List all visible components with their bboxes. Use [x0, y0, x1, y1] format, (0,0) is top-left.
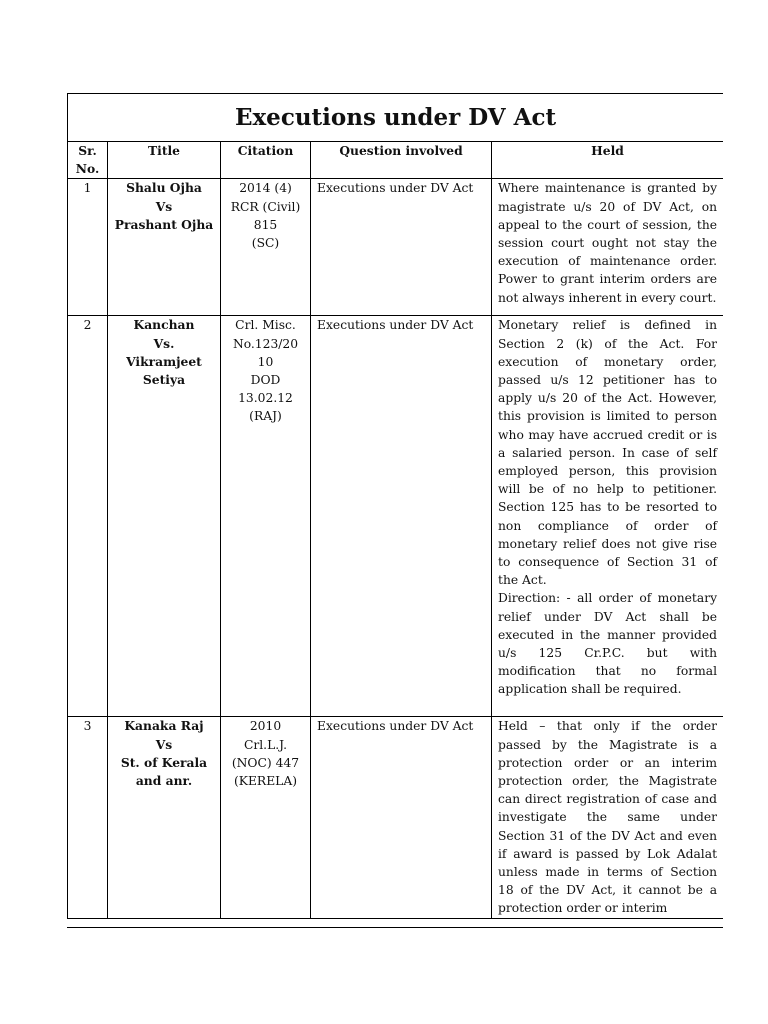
title-line: Vs [155, 198, 173, 214]
row-sr: 1 [68, 179, 108, 316]
table-row [68, 717, 724, 918]
citation-line: DOD [250, 373, 281, 388]
case-table [67, 93, 723, 919]
citation-line: No.123/20 [232, 336, 299, 351]
header-title: Title [108, 142, 221, 179]
header-held: Held [492, 142, 724, 179]
row-citation [221, 717, 311, 918]
citation-line: (NOC) 447 [231, 755, 300, 770]
row-citation [221, 179, 311, 316]
held-paragraph: Monetary relief is defined in Section 2 (k) of the Act. For execution of monetary order, passed u/s 12 petitioner has to apply u/s 20 of the Act. However, this provision is limited to person who may have accrued credit or is a salaried person. In case of self employed person, this provision will be of no help to petitioner. Section 125 has to be resorted to non compliance of order of monetary relief does not give rise to consequence of Section 31 of the Act. [498, 318, 718, 588]
citation-line: 2014 (4) [239, 181, 292, 196]
row-title [108, 179, 221, 316]
header-question: Question involved [311, 142, 492, 179]
held-direction: Direction: - all order of monetary relief under DV Act shall be executed in the manner provided u/s 125 Cr.P.C. but with modification that no formal application shall be required. [498, 591, 718, 697]
row-question: Executions under DV Act [311, 717, 492, 918]
citation-line: (SC) [251, 236, 280, 251]
row-question: Executions under DV Act [311, 316, 492, 717]
citation-line: 2010 [249, 719, 282, 734]
title-line: Vs [155, 736, 173, 752]
row-question: Executions under DV Act [311, 179, 492, 316]
row-held: Where maintenance is granted by magistrate u/s 20 of DV Act, on appeal to the court of session, the session court ought not stay the execution of maintenance order. Power to grant interim orders are not always inherent in every court. [492, 179, 724, 316]
page-title: Executions under DV Act [68, 94, 724, 142]
row-title [108, 717, 221, 918]
citation-line: (KERELA) [233, 774, 298, 789]
row-held [492, 316, 724, 717]
header-citation: Citation [221, 142, 311, 179]
title-line: Vikramjeet [126, 353, 202, 369]
document-page [67, 93, 723, 928]
citation-line: 13.02.12 [238, 391, 293, 406]
title-line: Prashant Ojha [114, 216, 214, 232]
row-sr: 3 [68, 717, 108, 918]
citation-line: Crl.L.J. [243, 737, 288, 752]
table-row [68, 179, 724, 316]
citation-line: RCR (Civil) [230, 199, 301, 214]
row-held: Held – that only if the order passed by the Magistrate is a protection order or an interim protection order, the Magistrate can direct registration of case and investigate the same under Section 31 of the DV Act and even if award is passed by Lok Adalat unless made in terms of Section 18 of the DV Act, it cannot be a protection order or interim [492, 717, 724, 918]
table-header-row [68, 142, 724, 179]
row-title [108, 316, 221, 717]
row-sr: 2 [68, 316, 108, 717]
title-line: and anr. [135, 773, 193, 789]
citation-line: Crl. Misc. [235, 318, 296, 333]
citation-line: (RAJ) [249, 409, 282, 424]
citation-line: 10 [257, 354, 274, 369]
title-line: Setiya [142, 372, 186, 388]
title-line: Vs. [153, 335, 175, 351]
citation-line: 815 [253, 217, 278, 232]
title-line: Kanchan [133, 317, 195, 333]
row-citation [221, 316, 311, 717]
table-row [68, 316, 724, 717]
title-line: Shalu Ojha [126, 180, 202, 196]
title-line: Kanaka Raj [124, 718, 204, 734]
header-sr: Sr. No. [68, 142, 108, 179]
title-line: St. of Kerala [120, 754, 208, 770]
